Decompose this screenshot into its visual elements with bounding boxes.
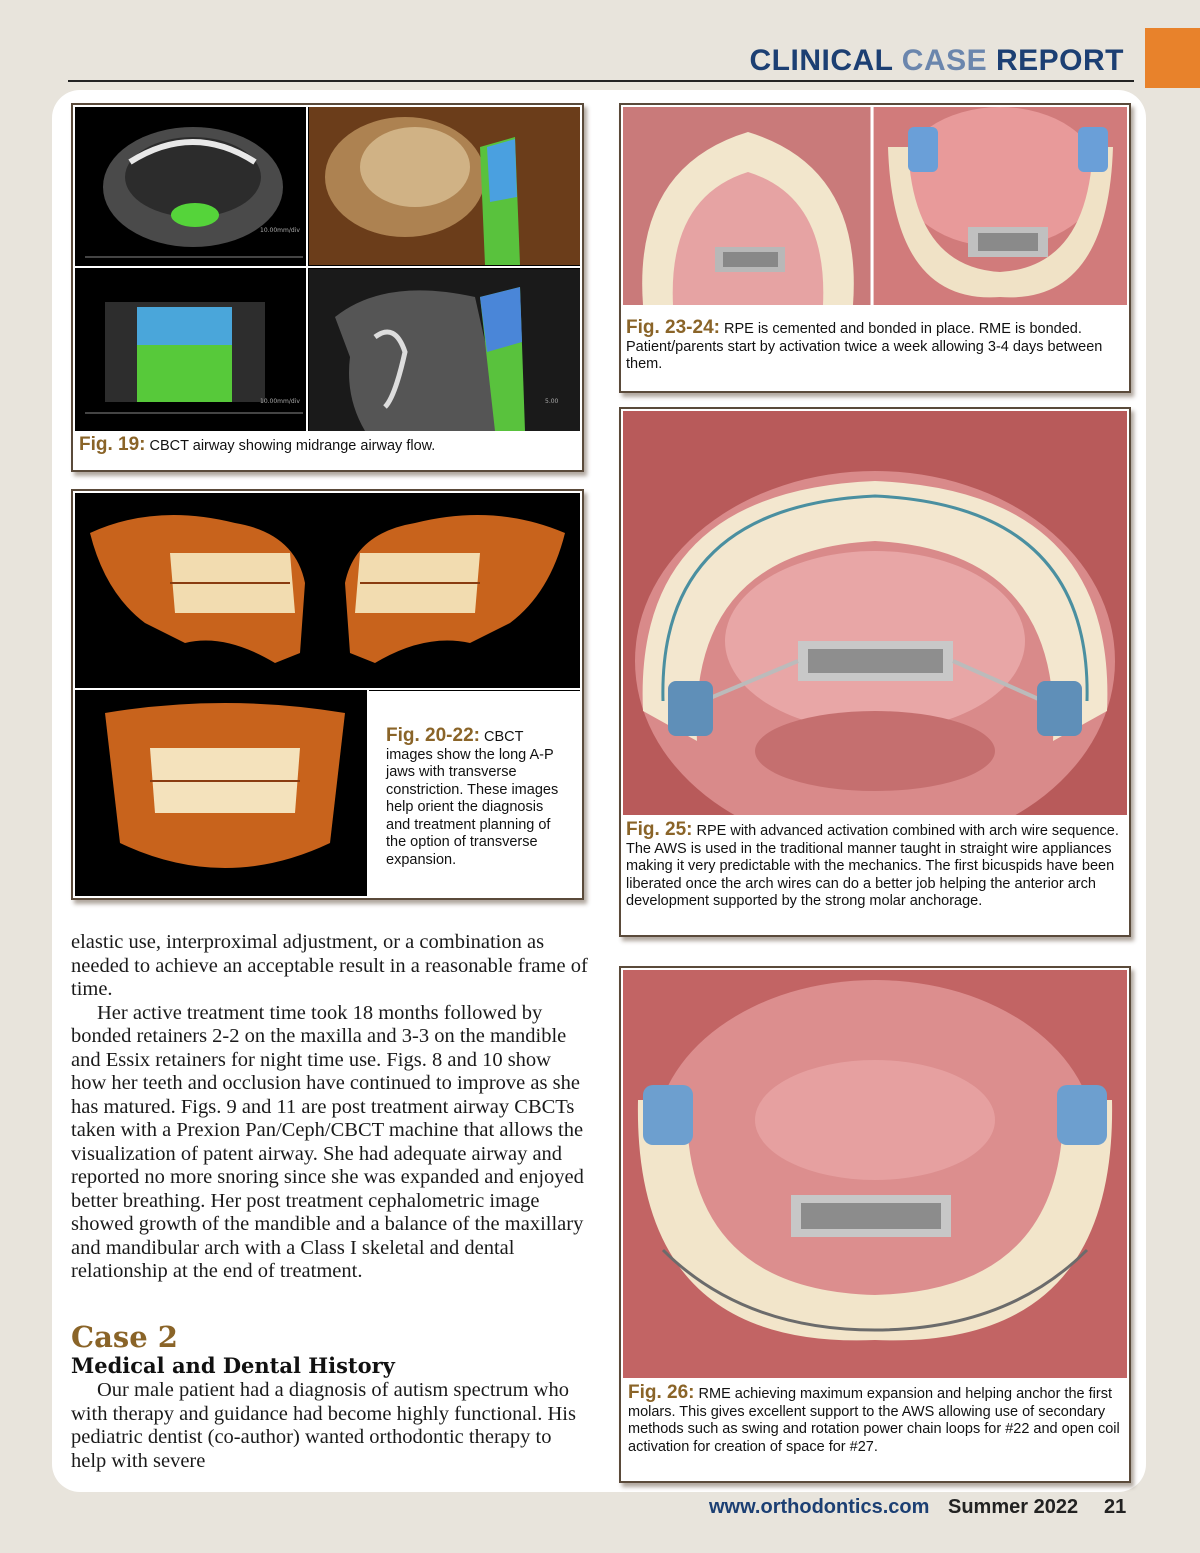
- section-title: CLINICAL CASE REPORT: [749, 44, 1124, 77]
- fig26-label: Fig. 26:: [628, 1382, 695, 1403]
- fig19-caption: [79, 436, 577, 456]
- figure-20-22: [71, 489, 584, 900]
- article-body-bottom: [71, 1379, 589, 1473]
- fig20-22-text: CBCT images show the long A-P jaws with transverse constriction. These images help orient the diagnosis and treatment planning of the option of transverse expansion.: [386, 729, 559, 868]
- fig25-text: RPE with advanced activation combined with arch wire sequence. The AWS is used in the traditional manner taught in straight wire appliances making it very predictable with the mechanics. The first bicuspids have been liberated once the arch wires can do a better job helping the anterior arch development supported by the strong molar anchorage.: [626, 823, 1119, 909]
- article-paragraph-2: Her active treatment time took 18 months followed by bonded retainers 2-2 on the maxilla and 3-3 on the mandible and Essix retainers for night time use. Figs. 8 and 10 show how her teeth and occlusion have continued to improve as she has matured. Figs. 9 and 11 are post treatment airway CBCTs taken with a Prexion Pan/Ceph/CBCT machine that allows the visualization of patent airway. She had adequate airway and reported no more snoring since she was expanded and enjoyed better breathing. Her post treatment cephalometric image showed growth of the mandible and a balance of the maxillary and mandibular arch with a Class I skeletal and dental relationship at the end of treatment.: [71, 1001, 584, 1282]
- figure-19: [71, 103, 584, 472]
- header-tab: [1145, 28, 1200, 88]
- fig23-24-caption: [626, 319, 1118, 374]
- fig23-24-label: Fig. 23-24:: [626, 317, 720, 338]
- footer-url[interactable]: www.orthodontics.com: [709, 1496, 930, 1518]
- article-body-top: [71, 931, 589, 1284]
- fig19-label: Fig. 19:: [79, 434, 146, 455]
- case-heading: Case 2: [71, 1320, 178, 1354]
- fig23-24-text: RPE is cemented and bonded in place. RME is bonded. Patient/parents start by activation twice a week allowing 3-4 days between them.: [626, 321, 1103, 372]
- article-paragraph-3: Our male patient had a diagnosis of autism spectrum who with therapy and guidance had become highly functional. His pediatric dentist (co-author) wanted orthodontic therapy to help with severe: [71, 1379, 576, 1472]
- fig20-22-caption: [386, 727, 566, 869]
- fig26-caption: [628, 1384, 1121, 1456]
- fig26-text: RME achieving maximum expansion and helping anchor the first molars. This gives excellent support to the AWS allowing use of secondary methods such as swing and rotation power chain loops for #22 and open coil activation for creation of space for #27.: [628, 1386, 1120, 1455]
- footer-issue: Summer 2022: [948, 1496, 1079, 1518]
- cbct-airway-image: [75, 107, 580, 431]
- figure-23-24: [619, 103, 1131, 393]
- scale-label-1: 10.00mm/div: [260, 227, 300, 234]
- scale-label-3: 5.00: [545, 398, 559, 405]
- figure-25: [619, 407, 1131, 937]
- footer-page-number: 21: [1104, 1496, 1127, 1518]
- fig25-caption: [626, 821, 1121, 911]
- article-paragraph-1: elastic use, interproximal adjustment, or a combination as needed to achieve an acceptable result in a reasonable frame of time.: [71, 931, 588, 1000]
- fig25-label: Fig. 25:: [626, 819, 693, 840]
- section-subheading: Medical and Dental History: [71, 1353, 395, 1378]
- figure-26: [619, 966, 1131, 1483]
- rpe-arch-wire-photo: [623, 411, 1127, 815]
- header-rule: [68, 80, 1134, 82]
- fig20-22-label: Fig. 20-22:: [386, 725, 480, 746]
- rpe-rme-photos: [623, 107, 1127, 305]
- fig19-text: CBCT airway showing midrange airway flow.: [149, 438, 436, 454]
- rme-expansion-photo: [623, 970, 1127, 1378]
- scale-label-2: 10.00mm/div: [260, 398, 300, 405]
